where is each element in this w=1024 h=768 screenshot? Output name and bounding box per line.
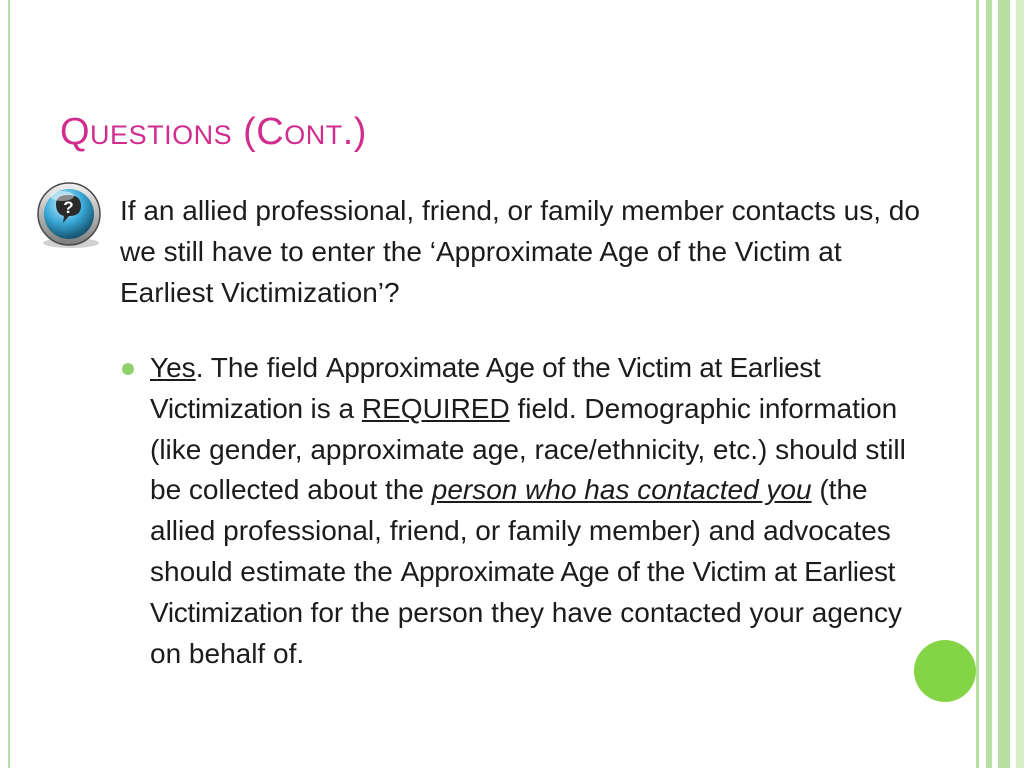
- answer-text-4: (the allied professional, friend, or family member) and advocates should estimate the: [150, 474, 891, 587]
- frame-line-left: [8, 0, 10, 768]
- answer-yes: Yes: [150, 352, 196, 383]
- frame-line-right-3: [998, 0, 1010, 768]
- field-name-highlight-2: Approximate Age of the Victim at Earliest Victimization: [150, 555, 896, 628]
- answer-text-3: field. Demographic information (like gender, approximate age, race/ethnicity, etc.) should still be collected about the: [150, 392, 906, 506]
- person-contacted-emphasis: person who has contacted you: [431, 474, 812, 506]
- answer-text-1: . The field: [195, 352, 326, 383]
- decorative-green-circle: [914, 640, 976, 702]
- answer-text-2: is a: [302, 392, 362, 424]
- question-bubble-icon: [34, 182, 106, 250]
- question-text: If an allied professional, friend, or family member contacts us, do we still have to enter the ‘Approximate Age of the Victim at Earliest Victimization’?: [120, 195, 920, 308]
- bullet-dot: [122, 363, 134, 375]
- frame-line-right-2: [986, 0, 992, 768]
- frame-line-right-1: [976, 0, 979, 768]
- field-name-highlight-1: Approximate Age of the Victim at Earliest Victimization: [150, 352, 821, 424]
- answer-paragraph: [150, 348, 910, 674]
- svg-text:?: ?: [63, 198, 74, 217]
- answer-text-5: for the person they have contacted your agency on behalf of.: [150, 596, 903, 669]
- frame-line-right-4: [1016, 0, 1024, 768]
- required-keyword: REQUIRED: [361, 392, 510, 424]
- slide-title: Questions (Cont.): [60, 111, 367, 153]
